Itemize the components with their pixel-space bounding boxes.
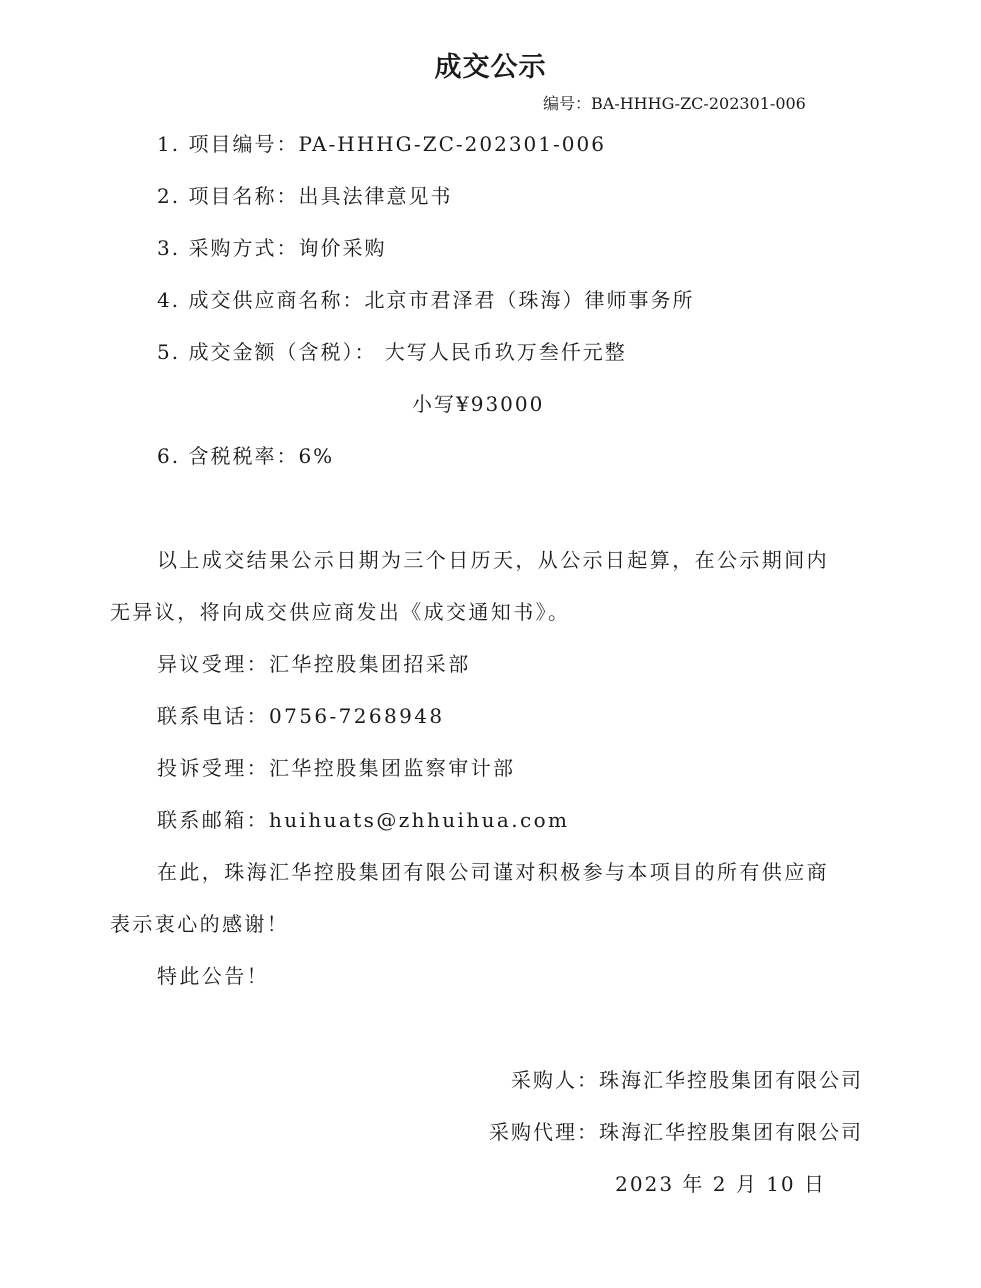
item-amount-lowercase: 小写¥93000 xyxy=(412,392,545,416)
objection-contact: 异议受理：汇华控股集团招采部 xyxy=(157,652,471,676)
complaint-contact: 投诉受理：汇华控股集团监察审计部 xyxy=(157,756,516,780)
item-procurement-method: 3. 采购方式：询价采购 xyxy=(157,236,387,260)
thanks-line-1: 在此，珠海汇华控股集团有限公司谨对积极参与本项目的所有供应商 xyxy=(157,860,829,884)
item-project-name: 2. 项目名称：出具法律意见书 xyxy=(157,184,453,208)
issue-date: 2023 年 2 月 10 日 xyxy=(615,1172,826,1196)
item-supplier-name: 4. 成交供应商名称：北京市君泽君（珠海）律师事务所 xyxy=(157,288,695,312)
purchaser-signature: 采购人：珠海汇华控股集团有限公司 xyxy=(511,1068,863,1092)
page-title: 成交公示 xyxy=(434,52,547,83)
thanks-line-2: 表示衷心的感谢！ xyxy=(110,912,290,936)
closing-statement: 特此公告！ xyxy=(157,964,269,988)
phone-contact: 联系电话：0756-7268948 xyxy=(157,704,445,728)
notice-line-1: 以上成交结果公示日期为三个日历天，从公示日起算，在公示期间内 xyxy=(157,548,829,572)
item-tax-rate: 6. 含税税率：6% xyxy=(157,444,335,468)
email-contact: 联系邮箱：huihuats@zhhuihua.com xyxy=(157,808,570,832)
item-project-number: 1. 项目编号：PA-HHHG-ZC-202301-006 xyxy=(157,132,606,156)
document-number: 编号：BA-HHHG-ZC-202301-006 xyxy=(543,94,806,113)
notice-line-2: 无异议，将向成交供应商发出《成交通知书》。 xyxy=(110,600,571,624)
agent-signature: 采购代理：珠海汇华控股集团有限公司 xyxy=(489,1120,863,1144)
item-amount-uppercase: 5. 成交金额（含税）： 大写人民币玖万叁仟元整 xyxy=(157,340,627,364)
